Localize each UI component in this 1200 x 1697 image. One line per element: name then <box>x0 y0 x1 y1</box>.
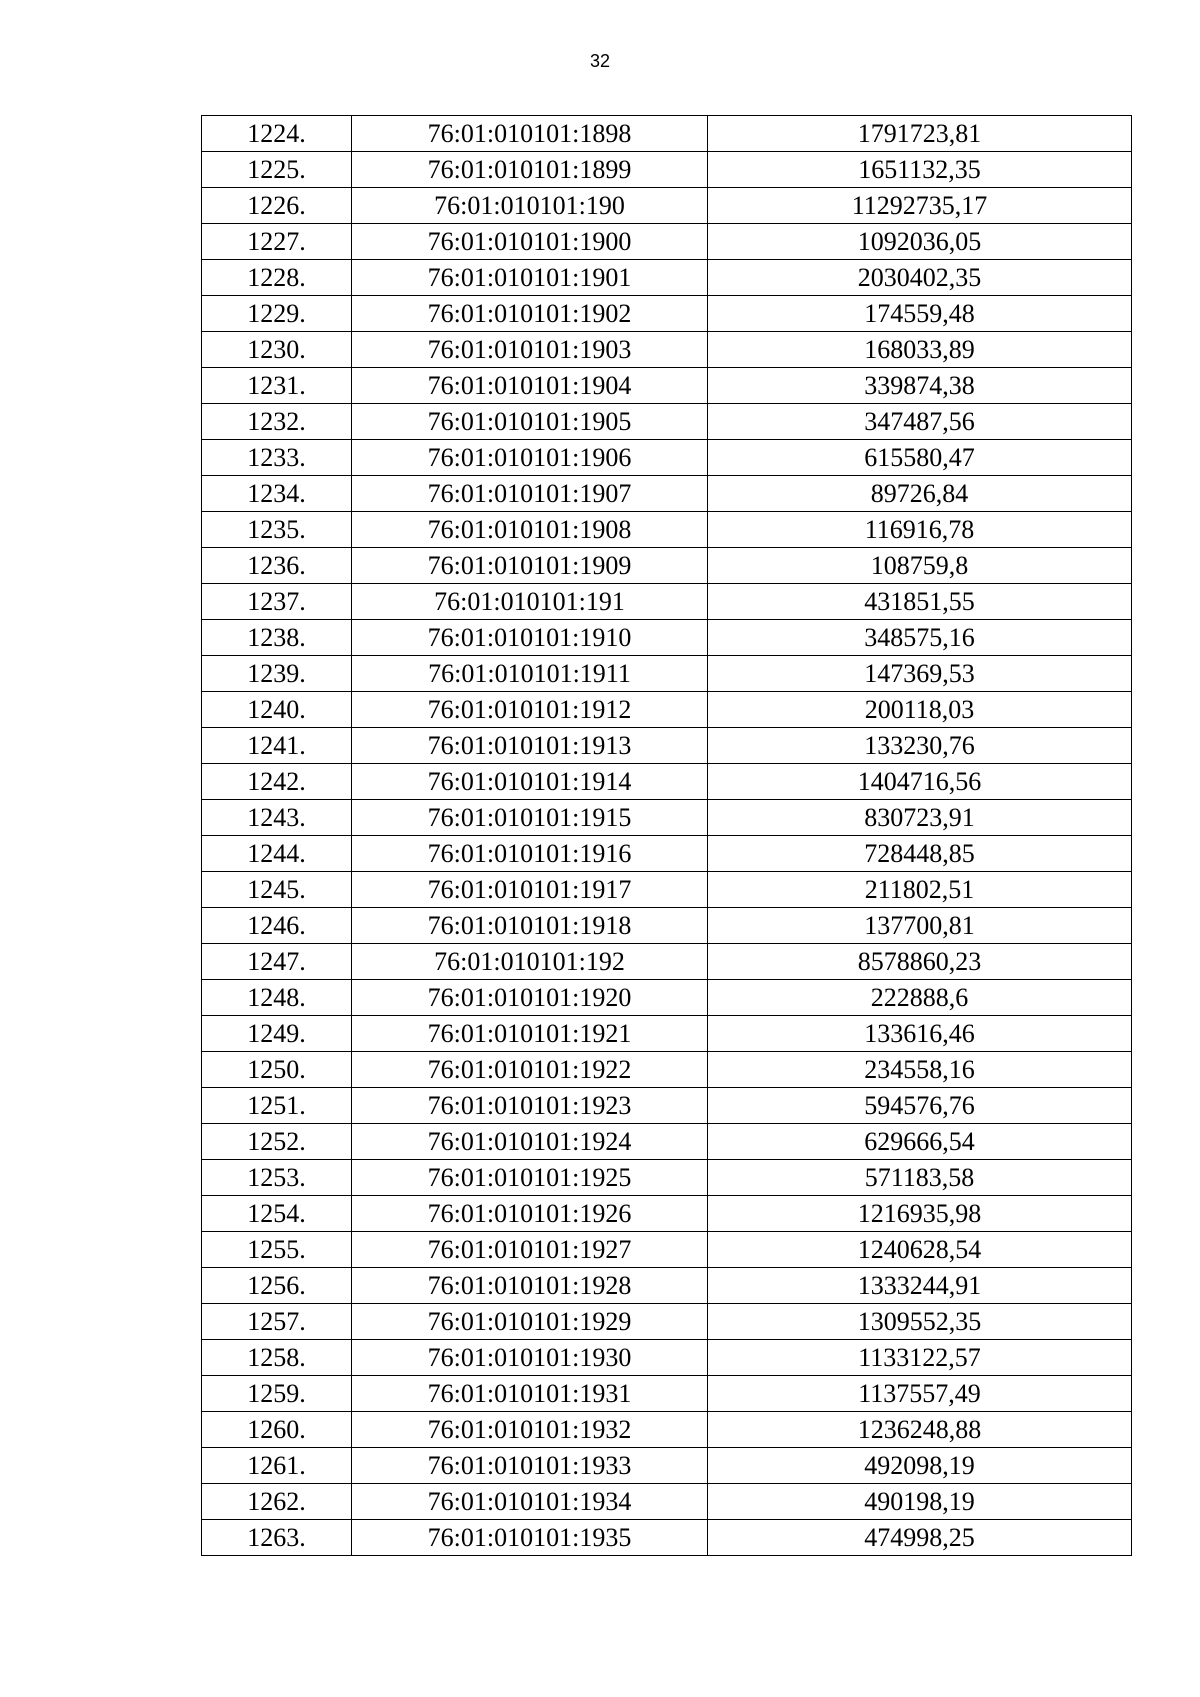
table-row <box>202 1412 1132 1448</box>
table-row <box>202 764 1132 800</box>
table-row <box>202 1520 1132 1556</box>
table-row <box>202 872 1132 908</box>
cadastral-number-cell: 76:01:010101:1898 <box>352 116 708 152</box>
cadastral-value-cell: 2030402,35 <box>708 260 1132 296</box>
row-number-cell: 1226. <box>202 188 352 224</box>
cadastral-number-cell: 76:01:010101:1906 <box>352 440 708 476</box>
row-number-cell: 1242. <box>202 764 352 800</box>
cadastral-value-cell: 1240628,54 <box>708 1232 1132 1268</box>
cadastral-number-cell: 76:01:010101:1909 <box>352 548 708 584</box>
cadastral-number-cell: 76:01:010101:1927 <box>352 1232 708 1268</box>
table-row <box>202 1484 1132 1520</box>
cadastral-number-cell: 76:01:010101:1931 <box>352 1376 708 1412</box>
row-number-cell: 1256. <box>202 1268 352 1304</box>
row-number-cell: 1233. <box>202 440 352 476</box>
row-number-cell: 1251. <box>202 1088 352 1124</box>
table-row <box>202 512 1132 548</box>
cadastral-number-cell: 76:01:010101:1920 <box>352 980 708 1016</box>
cadastral-number-cell: 76:01:010101:1922 <box>352 1052 708 1088</box>
row-number-cell: 1263. <box>202 1520 352 1556</box>
cadastral-value-cell: 133230,76 <box>708 728 1132 764</box>
cadastral-value-cell: 594576,76 <box>708 1088 1132 1124</box>
cadastral-number-cell: 76:01:010101:1899 <box>352 152 708 188</box>
row-number-cell: 1229. <box>202 296 352 332</box>
table-row <box>202 152 1132 188</box>
cadastral-value-cell: 615580,47 <box>708 440 1132 476</box>
cadastral-number-cell: 76:01:010101:1932 <box>352 1412 708 1448</box>
table-row <box>202 332 1132 368</box>
row-number-cell: 1260. <box>202 1412 352 1448</box>
row-number-cell: 1259. <box>202 1376 352 1412</box>
row-number-cell: 1241. <box>202 728 352 764</box>
cadastral-number-cell: 76:01:010101:1917 <box>352 872 708 908</box>
cadastral-value-cell: 830723,91 <box>708 800 1132 836</box>
table-row <box>202 656 1132 692</box>
table-row <box>202 1376 1132 1412</box>
row-number-cell: 1231. <box>202 368 352 404</box>
cadastral-number-cell: 76:01:010101:1933 <box>352 1448 708 1484</box>
table-row <box>202 1340 1132 1376</box>
cadastral-number-cell: 76:01:010101:1910 <box>352 620 708 656</box>
cadastral-number-cell: 76:01:010101:1923 <box>352 1088 708 1124</box>
cadastral-value-cell: 1236248,88 <box>708 1412 1132 1448</box>
cadastral-value-cell: 133616,46 <box>708 1016 1132 1052</box>
table-row <box>202 908 1132 944</box>
row-number-cell: 1244. <box>202 836 352 872</box>
table-row <box>202 1232 1132 1268</box>
table-row <box>202 836 1132 872</box>
cadastral-value-cell: 1137557,49 <box>708 1376 1132 1412</box>
row-number-cell: 1257. <box>202 1304 352 1340</box>
row-number-cell: 1227. <box>202 224 352 260</box>
cadastral-value-cell: 1333244,91 <box>708 1268 1132 1304</box>
table-row <box>202 224 1132 260</box>
cadastral-value-cell: 348575,16 <box>708 620 1132 656</box>
cadastral-number-cell: 76:01:010101:1926 <box>352 1196 708 1232</box>
table-row <box>202 1160 1132 1196</box>
cadastral-value-cell: 1791723,81 <box>708 116 1132 152</box>
cadastral-value-cell: 629666,54 <box>708 1124 1132 1160</box>
table-row <box>202 980 1132 1016</box>
cadastral-number-cell: 76:01:010101:1901 <box>352 260 708 296</box>
table-row <box>202 296 1132 332</box>
row-number-cell: 1248. <box>202 980 352 1016</box>
row-number-cell: 1254. <box>202 1196 352 1232</box>
row-number-cell: 1261. <box>202 1448 352 1484</box>
cadastral-value-cell: 1092036,05 <box>708 224 1132 260</box>
cadastral-value-cell: 571183,58 <box>708 1160 1132 1196</box>
cadastral-number-cell: 76:01:010101:1908 <box>352 512 708 548</box>
cadastral-number-cell: 76:01:010101:1912 <box>352 692 708 728</box>
cadastral-value-cell: 137700,81 <box>708 908 1132 944</box>
row-number-cell: 1238. <box>202 620 352 656</box>
table-row <box>202 260 1132 296</box>
row-number-cell: 1240. <box>202 692 352 728</box>
cadastral-number-cell: 76:01:010101:1905 <box>352 404 708 440</box>
cadastral-value-cell: 174559,48 <box>708 296 1132 332</box>
table-row <box>202 584 1132 620</box>
row-number-cell: 1228. <box>202 260 352 296</box>
row-number-cell: 1247. <box>202 944 352 980</box>
cadastral-value-cell: 200118,03 <box>708 692 1132 728</box>
cadastral-value-cell: 222888,6 <box>708 980 1132 1016</box>
row-number-cell: 1253. <box>202 1160 352 1196</box>
cadastral-number-cell: 76:01:010101:1934 <box>352 1484 708 1520</box>
cadastral-value-cell: 116916,78 <box>708 512 1132 548</box>
cadastral-value-cell: 474998,25 <box>708 1520 1132 1556</box>
row-number-cell: 1232. <box>202 404 352 440</box>
cadastral-number-cell: 76:01:010101:1907 <box>352 476 708 512</box>
cadastral-number-cell: 76:01:010101:1924 <box>352 1124 708 1160</box>
row-number-cell: 1237. <box>202 584 352 620</box>
cadastral-value-cell: 234558,16 <box>708 1052 1132 1088</box>
row-number-cell: 1258. <box>202 1340 352 1376</box>
table-row <box>202 1304 1132 1340</box>
cadastral-value-cell: 1309552,35 <box>708 1304 1132 1340</box>
table-row <box>202 1088 1132 1124</box>
cadastral-value-cell: 1404716,56 <box>708 764 1132 800</box>
cadastral-number-cell: 76:01:010101:1925 <box>352 1160 708 1196</box>
table-row <box>202 368 1132 404</box>
row-number-cell: 1224. <box>202 116 352 152</box>
row-number-cell: 1235. <box>202 512 352 548</box>
cadastral-number-cell: 76:01:010101:1914 <box>352 764 708 800</box>
cadastral-number-cell: 76:01:010101:1921 <box>352 1016 708 1052</box>
page-number: 32 <box>589 51 611 71</box>
cadastral-number-cell: 76:01:010101:190 <box>352 188 708 224</box>
row-number-cell: 1234. <box>202 476 352 512</box>
cadastral-value-cell: 108759,8 <box>708 548 1132 584</box>
row-number-cell: 1239. <box>202 656 352 692</box>
table-row <box>202 476 1132 512</box>
table-body <box>202 116 1132 1556</box>
cadastral-number-cell: 76:01:010101:1929 <box>352 1304 708 1340</box>
cadastral-number-cell: 76:01:010101:1935 <box>352 1520 708 1556</box>
table-row <box>202 800 1132 836</box>
row-number-cell: 1249. <box>202 1016 352 1052</box>
cadastral-number-cell: 76:01:010101:1902 <box>352 296 708 332</box>
row-number-cell: 1236. <box>202 548 352 584</box>
table-row <box>202 548 1132 584</box>
cadastral-value-cell: 168033,89 <box>708 332 1132 368</box>
table-row <box>202 1124 1132 1160</box>
table-row <box>202 1268 1132 1304</box>
table-row <box>202 440 1132 476</box>
table-row <box>202 188 1132 224</box>
table-row <box>202 1196 1132 1232</box>
row-number-cell: 1245. <box>202 872 352 908</box>
cadastral-value-cell: 339874,38 <box>708 368 1132 404</box>
cadastral-value-table <box>201 115 1132 1556</box>
table-row <box>202 1016 1132 1052</box>
cadastral-value-cell: 89726,84 <box>708 476 1132 512</box>
row-number-cell: 1262. <box>202 1484 352 1520</box>
row-number-cell: 1255. <box>202 1232 352 1268</box>
cadastral-number-cell: 76:01:010101:1900 <box>352 224 708 260</box>
cadastral-number-cell: 76:01:010101:1911 <box>352 656 708 692</box>
row-number-cell: 1243. <box>202 800 352 836</box>
cadastral-number-cell: 76:01:010101:192 <box>352 944 708 980</box>
row-number-cell: 1246. <box>202 908 352 944</box>
table-row <box>202 1448 1132 1484</box>
cadastral-value-cell: 1651132,35 <box>708 152 1132 188</box>
table-row <box>202 692 1132 728</box>
cadastral-value-cell: 490198,19 <box>708 1484 1132 1520</box>
cadastral-value-cell: 8578860,23 <box>708 944 1132 980</box>
cadastral-value-cell: 1133122,57 <box>708 1340 1132 1376</box>
cadastral-number-cell: 76:01:010101:1928 <box>352 1268 708 1304</box>
cadastral-value-cell: 147369,53 <box>708 656 1132 692</box>
row-number-cell: 1252. <box>202 1124 352 1160</box>
table-row <box>202 620 1132 656</box>
cadastral-number-cell: 76:01:010101:1916 <box>352 836 708 872</box>
cadastral-number-cell: 76:01:010101:1915 <box>352 800 708 836</box>
table-row <box>202 404 1132 440</box>
table-row <box>202 728 1132 764</box>
cadastral-number-cell: 76:01:010101:191 <box>352 584 708 620</box>
cadastral-value-cell: 1216935,98 <box>708 1196 1132 1232</box>
cadastral-value-cell: 492098,19 <box>708 1448 1132 1484</box>
cadastral-number-cell: 76:01:010101:1930 <box>352 1340 708 1376</box>
table-row <box>202 1052 1132 1088</box>
cadastral-value-cell: 431851,55 <box>708 584 1132 620</box>
cadastral-value-cell: 211802,51 <box>708 872 1132 908</box>
cadastral-number-cell: 76:01:010101:1913 <box>352 728 708 764</box>
cadastral-number-cell: 76:01:010101:1903 <box>352 332 708 368</box>
table-row <box>202 116 1132 152</box>
row-number-cell: 1230. <box>202 332 352 368</box>
row-number-cell: 1225. <box>202 152 352 188</box>
cadastral-value-cell: 11292735,17 <box>708 188 1132 224</box>
cadastral-number-cell: 76:01:010101:1918 <box>352 908 708 944</box>
cadastral-number-cell: 76:01:010101:1904 <box>352 368 708 404</box>
cadastral-value-cell: 347487,56 <box>708 404 1132 440</box>
table-row <box>202 944 1132 980</box>
row-number-cell: 1250. <box>202 1052 352 1088</box>
cadastral-value-cell: 728448,85 <box>708 836 1132 872</box>
